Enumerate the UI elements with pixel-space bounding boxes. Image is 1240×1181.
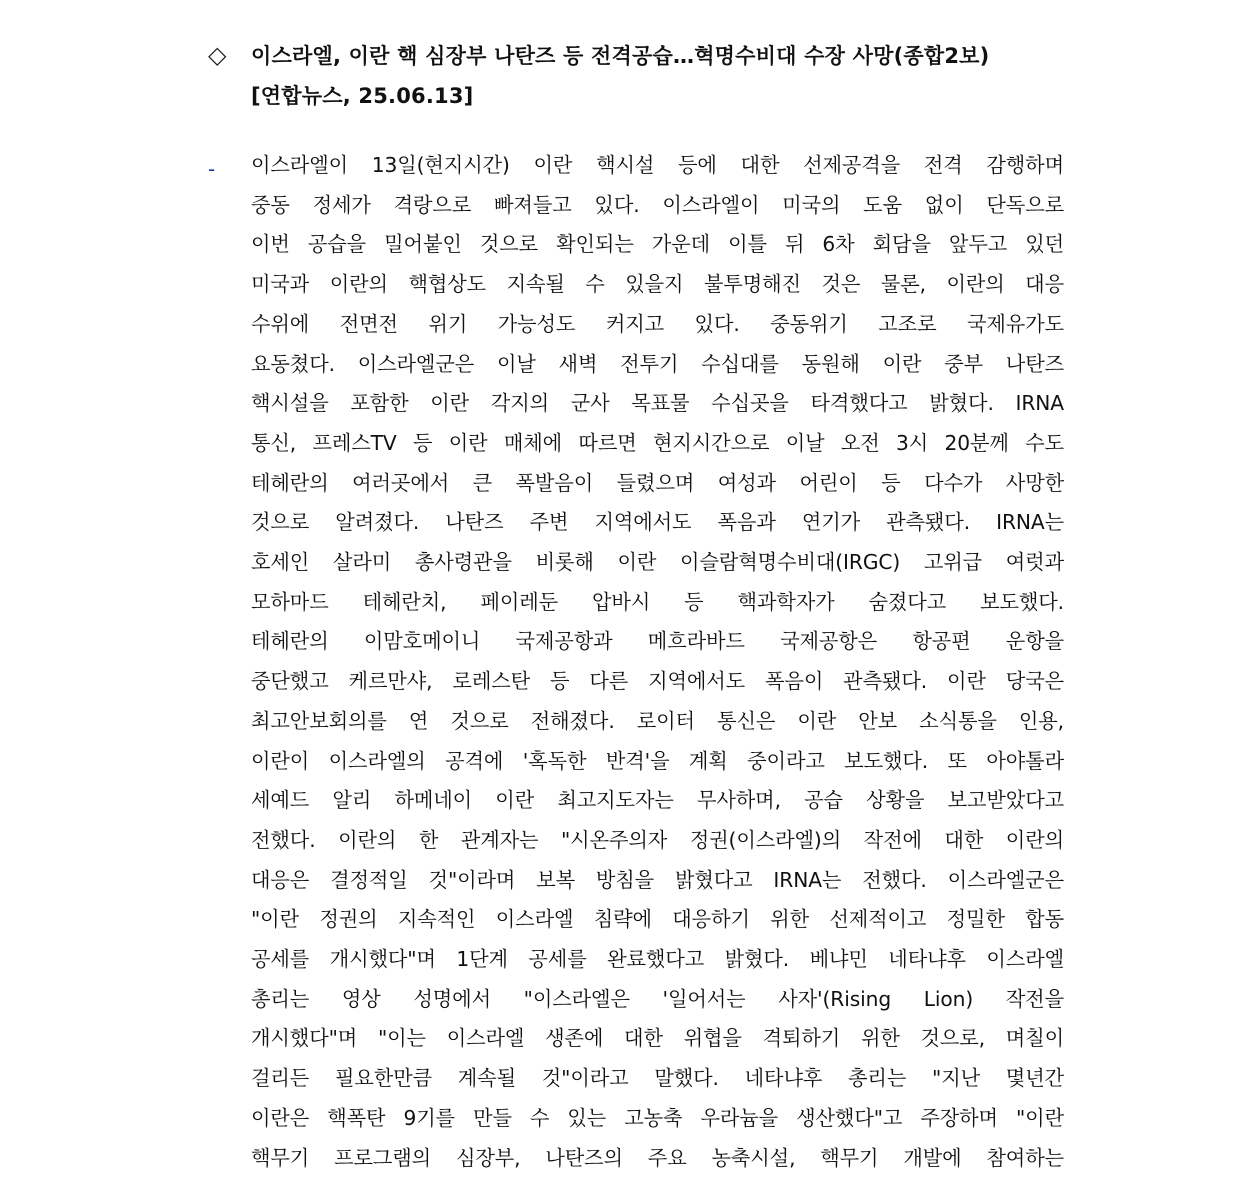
diamond-bullet-icon: ◇ [208,41,227,69]
article-headline [251,36,1066,116]
body-line: 핵시설을 포함한 이란 각지의 군사 목표물 수십곳을 타격했다고 밝혔다. IRNA [251,391,1064,416]
body-line: 이란이 이스라엘의 공격에 '혹독한 반격'을 계획 중이라고 보도했다. 또 아야톨라 [251,748,1064,773]
body-line: 이스라엘이 13일(현지시간) 이란 핵시설 등에 대한 선제공격을 전격 감행하며 [251,153,1064,177]
headline-title: 이스라엘, 이란 핵 심장부 나탄즈 등 전격공습…혁명수비대 수장 사망(종합2보) [251,44,990,68]
body-line: 전했다. 이란의 한 관계자는 "시온주의자 정권(이스라엘)의 작전에 대한 이란의 [251,827,1064,852]
body-line: 중단했고 케르만샤, 로레스탄 등 다른 지역에서도 폭음이 관측됐다. 이란 당국은 [251,669,1064,694]
body-line: 호세인 살라미 총사령관을 비롯해 이란 이슬람혁명수비대(IRGC) 고위급 여럿과 [251,550,1064,575]
dash-bullet-icon: - [208,157,216,181]
body-line: 이번 공습을 밀어붙인 것으로 확인되는 가운데 이틀 뒤 6차 회담을 앞두고 있던 [251,232,1064,257]
headline-source: [연합뉴스, 25.06.13] [251,84,474,108]
body-line: 요동쳤다. 이스라엘군은 이날 새벽 전투기 수십대를 동원해 이란 중부 나탄즈 [251,351,1064,376]
body-line: 대응은 결정적일 것"이라며 보복 방침을 밝혔다고 IRNA는 전했다. 이스라엘군은 [251,867,1064,892]
body-line: 개시했다"며 "이는 이스라엘 생존에 대한 위협을 격퇴하기 위한 것으로, 며칠이 [251,1026,1064,1051]
body-line: 걸리든 필요한만큼 계속될 것"이라고 말했다. 네타냐후 총리는 "지난 몇년간 [251,1066,1064,1091]
body-line: 테헤란의 이맘호메이니 국제공항과 메흐라바드 국제공항은 항공편 운항을 [251,629,1064,654]
body-line: 미국과 이란의 핵협상도 지속될 수 있을지 불투명해진 것은 물론, 이란의 대응 [251,272,1064,297]
body-line: 핵무기 프로그램의 심장부, 나탄즈의 주요 농축시설, 핵무기 개발에 참여하는 [251,1145,1064,1170]
body-line: 통신, 프레스TV 등 이란 매체에 따르면 현지시간으로 이날 오전 3시 20분께 수도 [251,430,1064,455]
body-line: 최고안보회의를 연 것으로 전해졌다. 로이터 통신은 이란 안보 소식통을 인용, [251,708,1064,733]
body-line: 공세를 개시했다"며 1단계 공세를 완료했다고 밝혔다. 베냐민 네타냐후 이스라엘 [251,947,1064,972]
body-line: 총리는 영상 성명에서 "이스라엘은 '일어서는 사자'(Rising Lion) 작전을 [251,986,1064,1011]
body-line: 수위에 전면전 위기 가능성도 커지고 있다. 중동위기 고조로 국제유가도 [251,311,1064,336]
body-line: "이란 정권의 지속적인 이스라엘 침략에 대응하기 위한 선제적이고 정밀한 합동 [251,907,1064,932]
article-body [251,146,1064,1178]
body-line: 이란은 핵폭탄 9기를 만들 수 있는 고농축 우라늄을 생산했다"고 주장하며 "이란 [251,1105,1064,1130]
body-line: 테헤란의 여러곳에서 큰 폭발음이 들렸으며 여성과 어린이 등 다수가 사망한 [251,470,1064,495]
body-line: 중동 정세가 격랑으로 빠져들고 있다. 이스라엘이 미국의 도움 없이 단독으로 [251,192,1064,217]
body-line: 것으로 알려졌다. 나탄즈 주변 지역에서도 폭음과 연기가 관측됐다. IRNA는 [251,510,1064,535]
body-line: 모하마드 테헤란치, 페이레둔 압바시 등 핵과학자가 숨졌다고 보도했다. [251,589,1064,614]
body-line: 세예드 알리 하메네이 이란 최고지도자는 무사하며, 공습 상황을 보고받았다고 [251,788,1064,813]
